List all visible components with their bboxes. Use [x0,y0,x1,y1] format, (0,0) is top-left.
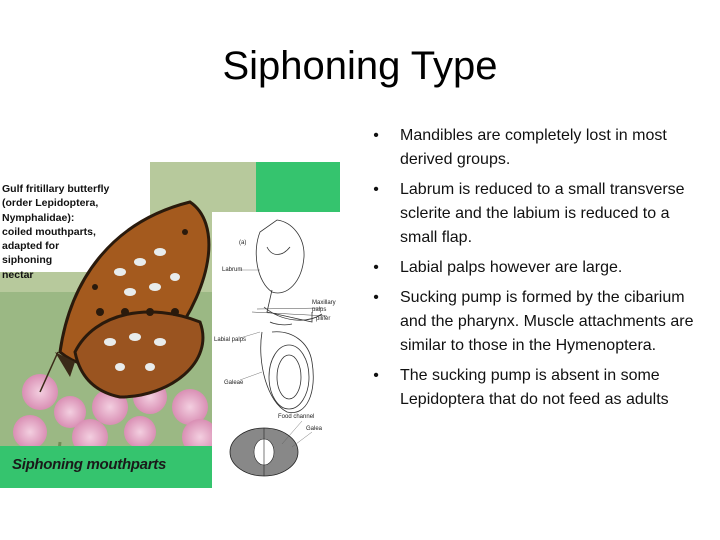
diagram-label-pilifer: pilifer [316,316,331,322]
bullet-glyph: • [373,181,379,198]
bullet-item [366,286,696,358]
photo-banner [0,446,212,488]
bullet-glyph: • [373,259,379,276]
mouthparts-diagram [212,212,342,488]
photo-caption: Gulf fritillary butterfly (order Lepidoptera, Nymphalidae): coiled mouthparts, adapted for siphoning nectar [2,183,110,281]
bullet-glyph: • [373,367,379,384]
diagram-label-labial-palps: Labial palps [214,337,247,343]
proboscis-drawing [212,212,342,488]
diagram-label-maxillary-palps: Maxillary palps [312,300,336,313]
diagram-label-galea: Galea [306,426,323,432]
bullet-text: The sucking pump is absent in some Lepidoptera that do not feed as adults [400,367,669,408]
diagram-label-a: (a) [239,240,247,246]
bullet-glyph: • [373,127,379,144]
bullet-text: Sucking pump is formed by the cibarium and the pharynx. Muscle attachments are similar to those in the Hymenoptera. [400,289,694,354]
bullet-text: Labial palps however are large. [400,259,623,276]
slide-title: Siphoning Type [222,44,498,88]
galea-cross-section [230,428,298,476]
bullet-text: Mandibles are completely lost in most derived groups. [400,127,667,168]
bullet-item [366,124,696,172]
bullet-glyph: • [373,289,379,306]
bullet-item [366,364,696,412]
bullet-text: Labrum is reduced to a small transverse sclerite and the labium is reduced to a small flap. [400,181,685,246]
bullet-list [366,124,696,412]
bullet-item [366,256,696,280]
diagram-label-galeae: Galeae [224,380,244,386]
diagram-label-food-canal: Food channel [278,414,315,420]
bullet-item [366,178,696,250]
diagram-label-labrum: Labrum [222,267,243,273]
accent-green-strip [256,162,340,212]
photo-banner-label: Siphoning mouthparts [12,456,166,473]
